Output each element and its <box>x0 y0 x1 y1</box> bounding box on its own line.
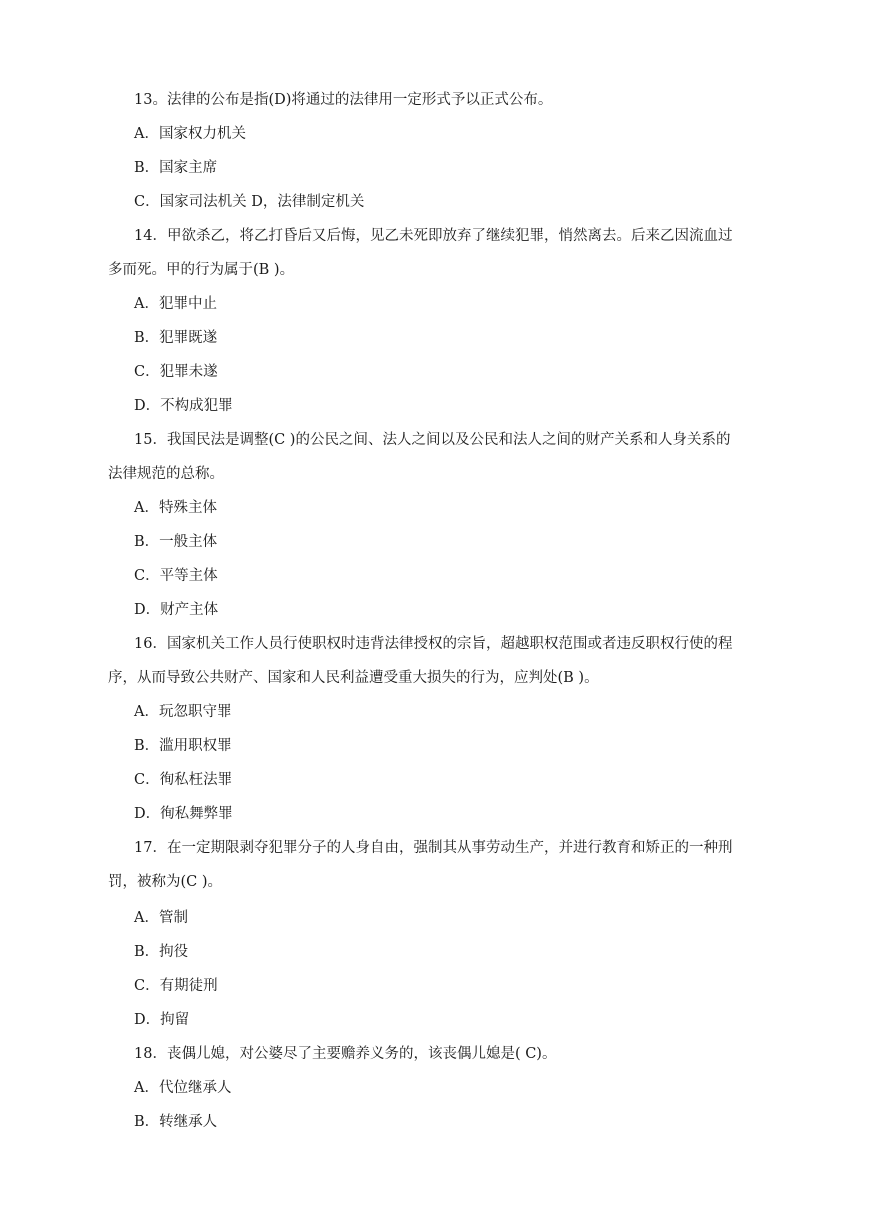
option-14-c: C．犯罪未遂 <box>134 364 218 380</box>
question-15-text: 15．我国民法是调整(C )的公民之间、法人之间以及公民和法人之间的财产关系和人身关系的 <box>134 432 731 448</box>
question-16-text-cont: 序，从而导致公共财产、国家和人民利益遭受重大损失的行为，应判处(B )。 <box>108 670 599 686</box>
question-14-text-cont: 多而死。甲的行为属于(B )。 <box>108 262 295 278</box>
option-15-c: C．平等主体 <box>134 568 218 584</box>
question-14-text: 14．甲欲杀乙，将乙打昏后又后悔，见乙未死即放弃了继续犯罪，悄然离去。后来乙因流血过 <box>134 228 733 244</box>
option-16-a: A．玩忽职守罪 <box>134 704 232 720</box>
question-17-text-cont: 罚，被称为(C )。 <box>108 874 223 890</box>
option-17-b: B．拘役 <box>134 944 189 960</box>
option-15-a: A．特殊主体 <box>134 500 217 516</box>
option-14-a: A．犯罪中止 <box>134 296 217 312</box>
option-16-d: D．徇私舞弊罪 <box>134 806 233 822</box>
question-16-text: 16．国家机关工作人员行使职权时违背法律授权的宗旨，超越职权范围或者违反职权行使的程 <box>134 636 733 652</box>
option-15-b: B．一般主体 <box>134 534 218 550</box>
question-17-text: 17．在一定期限剥夺犯罪分子的人身自由，强制其从事劳动生产，并进行教育和矫正的一种刑 <box>134 840 733 856</box>
option-13-a: A．国家权力机关 <box>134 126 246 142</box>
option-14-b: B．犯罪既遂 <box>134 330 218 346</box>
option-13-c: C．国家司法机关 D，法律制定机关 <box>134 194 365 210</box>
option-15-d: D．财产主体 <box>134 602 219 618</box>
question-13-text: 13。法律的公布是指(D)将通过的法律用一定形式予以正式公布。 <box>134 92 553 108</box>
question-18-text: 18．丧偶儿媳，对公婆尽了主要赡养义务的，该丧偶儿媳是( C)。 <box>134 1046 557 1062</box>
option-14-d: D．不构成犯罪 <box>134 398 233 414</box>
option-16-b: B．滥用职权罪 <box>134 738 232 754</box>
option-13-b: B．国家主席 <box>134 160 218 176</box>
option-18-a: A．代位继承人 <box>134 1080 232 1096</box>
option-18-b: B．转继承人 <box>134 1114 218 1130</box>
option-17-a: A．管制 <box>134 910 188 926</box>
question-15-text-cont: 法律规范的总称。 <box>108 466 224 482</box>
option-16-c: C．徇私枉法罪 <box>134 772 233 788</box>
option-17-c: C．有期徒刑 <box>134 978 218 994</box>
option-17-d: D．拘留 <box>134 1012 190 1028</box>
